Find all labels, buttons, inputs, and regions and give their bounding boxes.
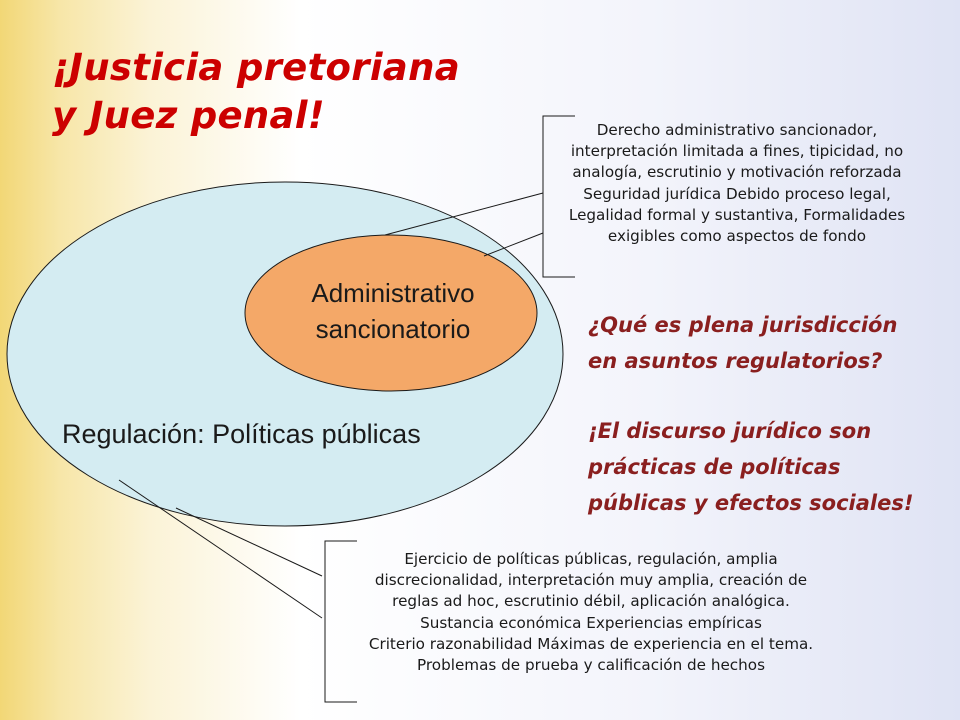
note-top-line: analogía, escrutinio y motivación reforzada (572, 163, 902, 182)
note-bottom-line: Criterio razonabilidad Máximas de experiencia en el tema. (368, 634, 814, 653)
note-top-line: Seguridad jurídica Debido proceso legal, (583, 184, 891, 203)
note-bottom-line: Problemas de prueba y calificación de hechos (417, 656, 765, 675)
note-bottom-line: Ejercicio de políticas públicas, regulación, amplia (404, 550, 778, 568)
note-bottom-line: reglas ad hoc, escrutinio débil, aplicación analógica. (392, 592, 790, 611)
question-1-line-2: en asuntos regulatorios? (588, 349, 883, 373)
note-bottom-line: Sustancia económica Experiencias empíricas (420, 613, 762, 632)
note-bottom (318, 549, 864, 676)
note-bottom-line: discrecionalidad, interpretación muy amplia, creación de (374, 571, 808, 590)
question-1-line-1: ¿Qué es plena jurisdicción (588, 313, 898, 337)
outer-ellipse-label: Regulación: Políticas públicas (62, 419, 421, 449)
note-top (548, 120, 926, 247)
inner-label-line-1: Administrativo (311, 278, 475, 308)
question-2-line-3: públicas y efectos sociales! (588, 491, 914, 515)
note-top-line: interpretación limitada a fines, tipicidad, no (570, 142, 904, 161)
title-line-1: ¡Justicia pretoriana (52, 46, 460, 89)
title-line-2: y Juez penal! (52, 94, 325, 137)
note-top-line: Derecho administrativo sancionador, (596, 121, 878, 139)
note-top-line: exigibles como aspectos de fondo (607, 227, 867, 246)
inner-ellipse-label (248, 275, 538, 347)
note-top-line: Legalidad formal y sustantiva, Formalidades (568, 205, 906, 224)
question-plena-jurisdiccion (588, 307, 948, 379)
question-2-line-2: prácticas de políticas (588, 455, 841, 479)
question-2-line-1: ¡El discurso jurídico son (588, 419, 872, 443)
statement-discurso-juridico (588, 413, 958, 521)
inner-label-line-2: sancionatorio (315, 314, 471, 344)
